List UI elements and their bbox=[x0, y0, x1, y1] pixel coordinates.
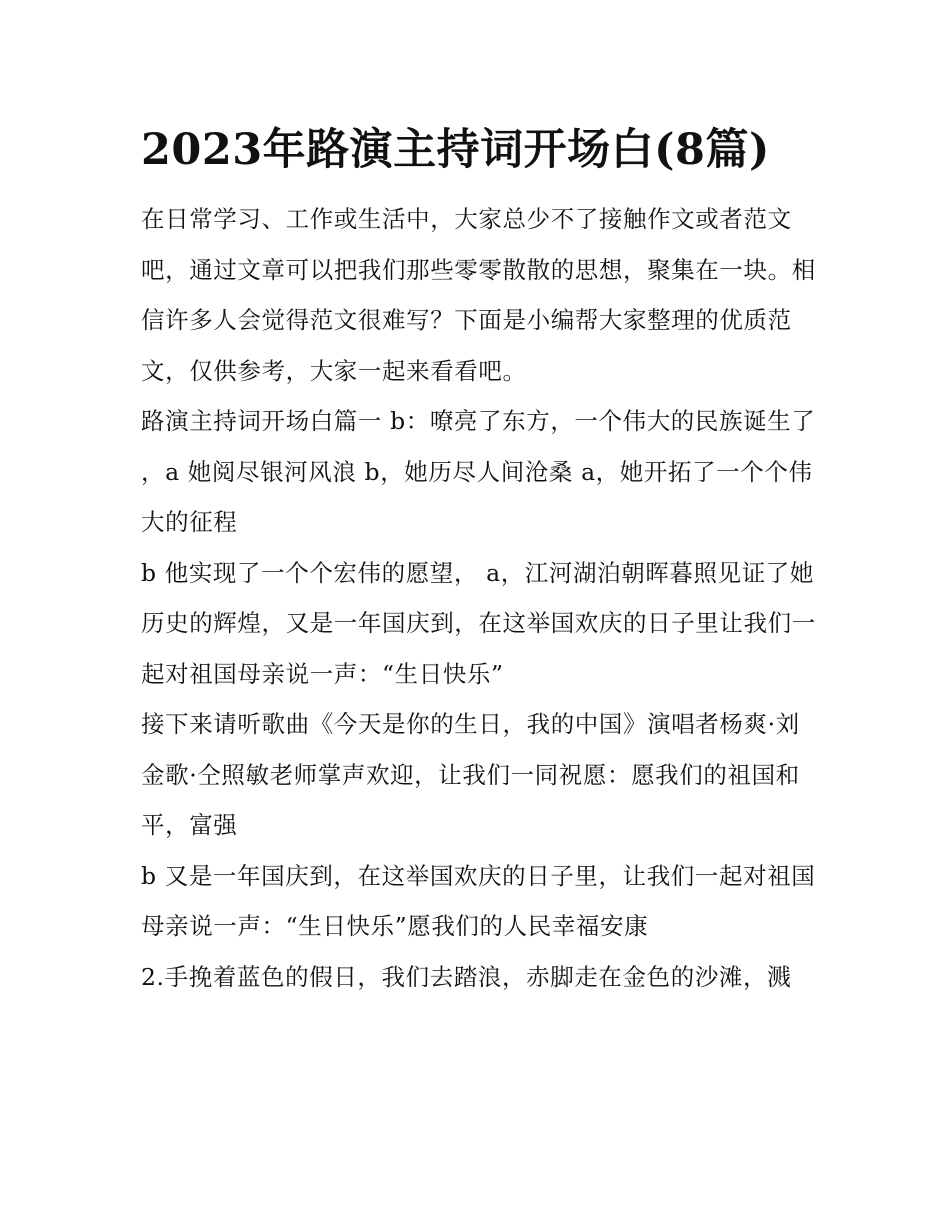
document-title: 2023年路演主持词开场白(8篇) bbox=[141, 125, 770, 175]
document-page bbox=[141, 118, 817, 1002]
paragraph-song: 接下来请听歌曲《今天是你的生日，我的中国》演唱者杨爽·刘金歌·仝照敏老师掌声欢迎，让我们一同祝愿：愿我们的祖国和平，富强 bbox=[141, 710, 800, 839]
paragraph-item-two: 2.手挽着蓝色的假日，我们去踏浪，赤脚走在金色的沙滩，溅 bbox=[141, 962, 792, 991]
paragraph-b-wishes: b 他实现了一个个宏伟的愿望， a，江河湖泊朝晖暮照见证了她历史的辉煌，又是一年国庆到，在这举国欢庆的日子里让我们一起对祖国母亲说一声：“生日快乐” bbox=[141, 558, 816, 688]
document-body bbox=[141, 194, 817, 1002]
paragraph-intro: 在日常学习、工作或生活中，大家总少不了接触作文或者范文吧，通过文章可以把我们那些零零散散的思想，聚集在一块。相信许多人会觉得范文很难写？下面是小编帮大家整理的优质范文，仅供参考，大家一起来看看吧。 bbox=[141, 205, 816, 385]
paragraph-chapter-one: 路演主持词开场白篇一 b：嘹亮了东方，一个伟大的民族诞生了 ，a 她阅尽银河风浪 b，她历尽人间沧桑 a，她开拓了一个个伟大的征程 bbox=[141, 407, 816, 536]
paragraph-b-national-day: b 又是一年国庆到，在这举国欢庆的日子里，让我们一起对祖国母亲说一声：“生日快乐”愿我们的人民幸福安康 bbox=[141, 861, 816, 940]
